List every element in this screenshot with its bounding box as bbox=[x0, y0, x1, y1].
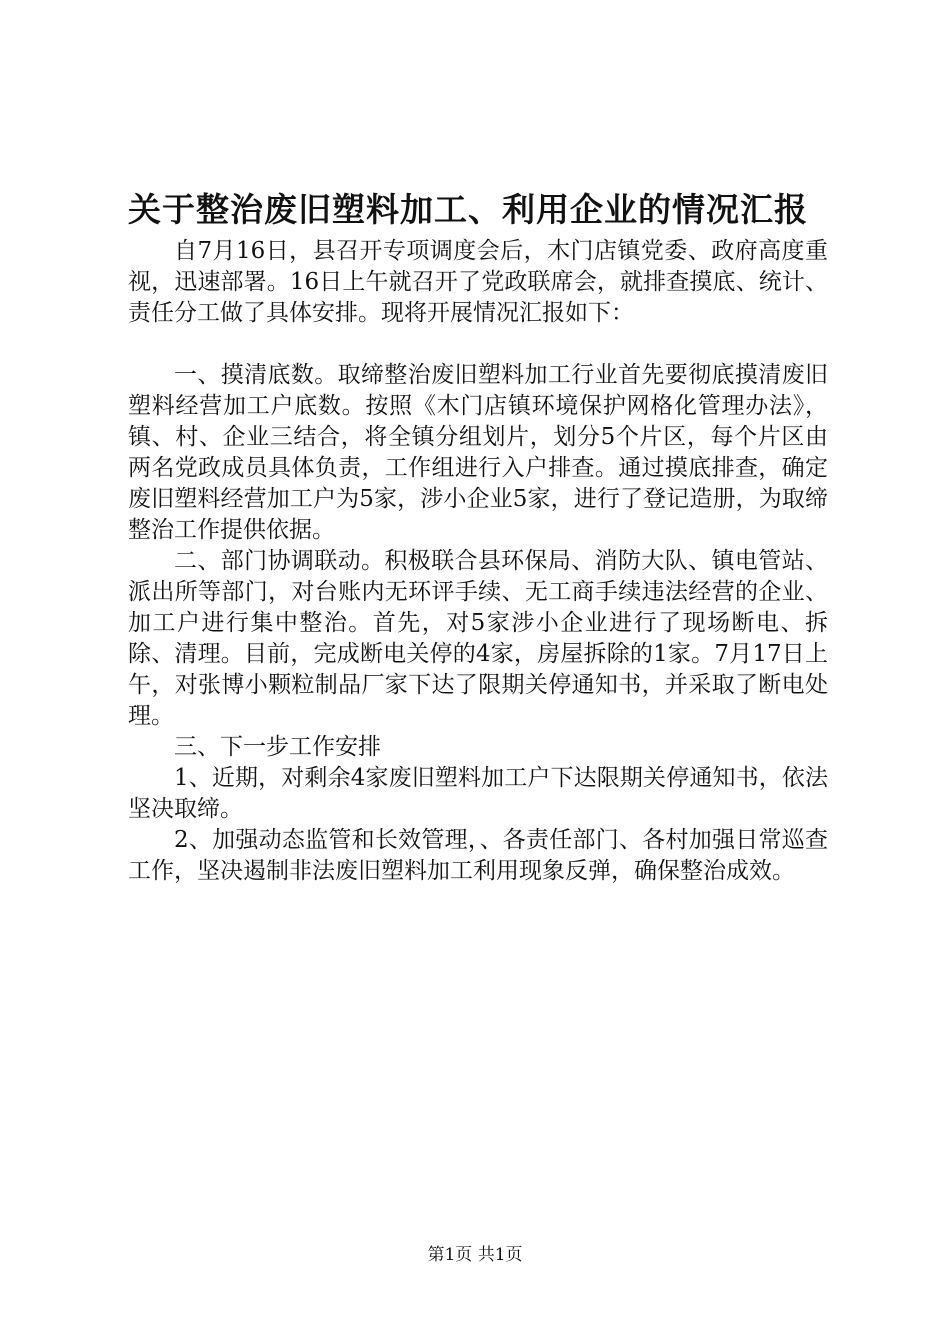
document-body bbox=[128, 236, 828, 887]
paragraph-item-2: 2、加强动态监管和长效管理，、各责任部门、各村加强日常巡查工作，坚决遏制非法废旧塑料加工利用现象反弹，确保整治成效。 bbox=[128, 827, 828, 884]
document-title: 关于整治废旧塑料加工、利用企业的情况汇报 bbox=[128, 190, 808, 229]
paragraph-item-1: 1、近期，对剩余4家废旧塑料加工户下达限期关停通知书，依法坚决取缔。 bbox=[128, 765, 828, 822]
page-footer: 第1页 共1页 bbox=[427, 1245, 523, 1265]
paragraph-intro: 自7月16日，县召开专项调度会后，木门店镇党委、政府高度重视，迅速部署。16日上午就召开了党政联席会，就排查摸底、统计、责任分工做了具体安排。现将开展情况汇报如下： bbox=[128, 238, 828, 326]
paragraph-section-1: 一、摸清底数。取缔整治废旧塑料加工行业首先要彻底摸清废旧塑料经营加工户底数。按照《木门店镇环境保护网格化管理办法》，镇、村、企业三结合，将全镇分组划片，划分5个片区，每个片区由两名党政成员具体负责，工作组进行入户排查。通过摸底排查，确定废旧塑料经营加工户为5家，涉小企业5家，进行了登记造册，为取缔整治工作提供依据。 bbox=[128, 362, 828, 543]
paragraph-section-3-heading: 三、下一步工作安排 bbox=[174, 734, 381, 760]
paragraph-section-2: 二、部门协调联动。积极联合县环保局、消防大队、镇电管站、派出所等部门，对台账内无环评手续、无工商手续违法经营的企业、加工户进行集中整治。首先，对5家涉小企业进行了现场断电、拆除、清理。目前，完成断电关停的4家，房屋拆除的1家。7月17日上午，对张博小颗粒制品厂家下达了限期关停通知书，并采取了断电处理。 bbox=[128, 548, 828, 729]
